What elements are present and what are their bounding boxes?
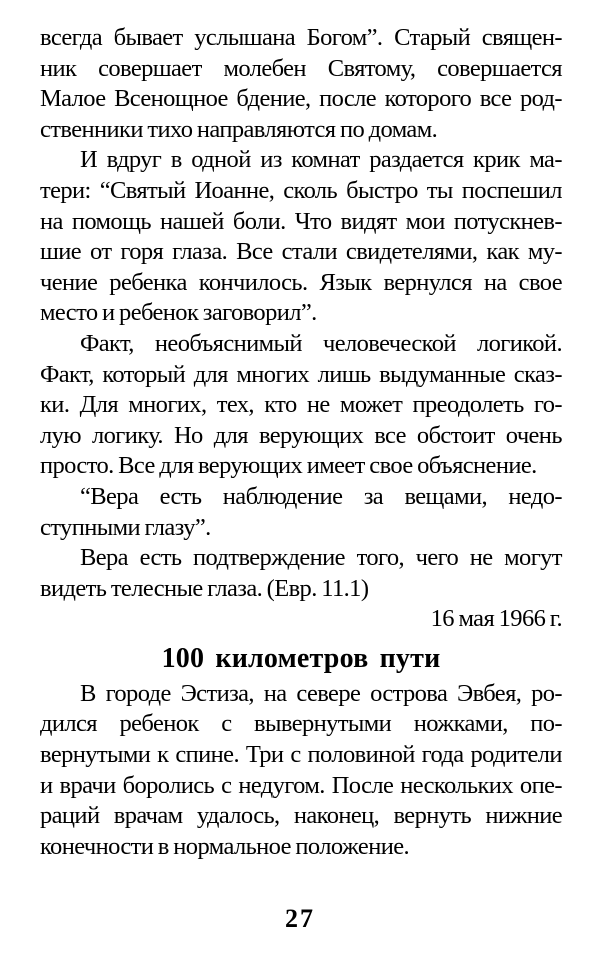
section-heading: 100 километров пути [161, 642, 441, 674]
text-line: и врачи боролись с недугом. После нескольких опе- [40, 771, 562, 799]
text-line: дился ребенок с вывернутыми ножками, по- [40, 710, 562, 738]
text-line: “Вера есть наблюдение за вещами, недо- [80, 482, 562, 510]
text-line: ственники тихо направляются по домам. [40, 115, 438, 143]
text-line: чение ребенка кончилось. Язык вернулся на свое [40, 268, 562, 296]
text-line: видеть телесные глаза. (Евр. 11.1) [40, 574, 369, 602]
text-line: раций врачам удалось, наконец, вернуть нижние [40, 802, 562, 830]
page-body [40, 23, 562, 862]
text-line: лую логику. Но для верующих все обстоит очень [40, 421, 562, 449]
text-line: Факт, который для многих лишь выдуманные сказ- [40, 360, 562, 388]
text-line: просто. Все для верующих имеет свое объяснение. [40, 452, 537, 480]
date-line: 16 мая 1966 г. [430, 605, 562, 633]
text-line: конечности в нормальное положение. [40, 832, 410, 860]
text-line: тери: “Святый Иоанне, сколь быстро ты поспешил [40, 176, 562, 204]
text-line: Факт, необъяснимый человеческой логикой. [80, 329, 562, 357]
text-line: ник совершает молебен Святому, совершается [40, 54, 562, 82]
text-line: вернутыми к спине. Три с половиной года родители [40, 741, 562, 769]
text-line: ки. Для многих, тех, кто не может преодолеть го- [40, 391, 562, 419]
text-after-heading [40, 679, 562, 863]
text-before-heading [40, 23, 562, 604]
text-line: И вдруг в одной из комнат раздается крик ма- [80, 146, 562, 174]
text-line: всегда бывает услышана Богом”. Старый священ- [40, 24, 562, 51]
page-number: 27 [285, 904, 315, 933]
text-line: Малое Всенощное бдение, после которого все род- [40, 85, 562, 113]
text-line: ступными глазу”. [40, 513, 211, 541]
text-line: шие от горя глаза. Все стали свидетелями, как му- [40, 238, 562, 266]
text-line: на помощь нашей боли. Что видят мои потускнев- [40, 207, 562, 235]
text-line: место и ребенок заговорил”. [40, 299, 317, 327]
text-line: В городе Эстиза, на севере острова Эвбея, ро- [80, 679, 562, 707]
text-line: Вера есть подтверждение того, чего не могут [80, 544, 562, 572]
